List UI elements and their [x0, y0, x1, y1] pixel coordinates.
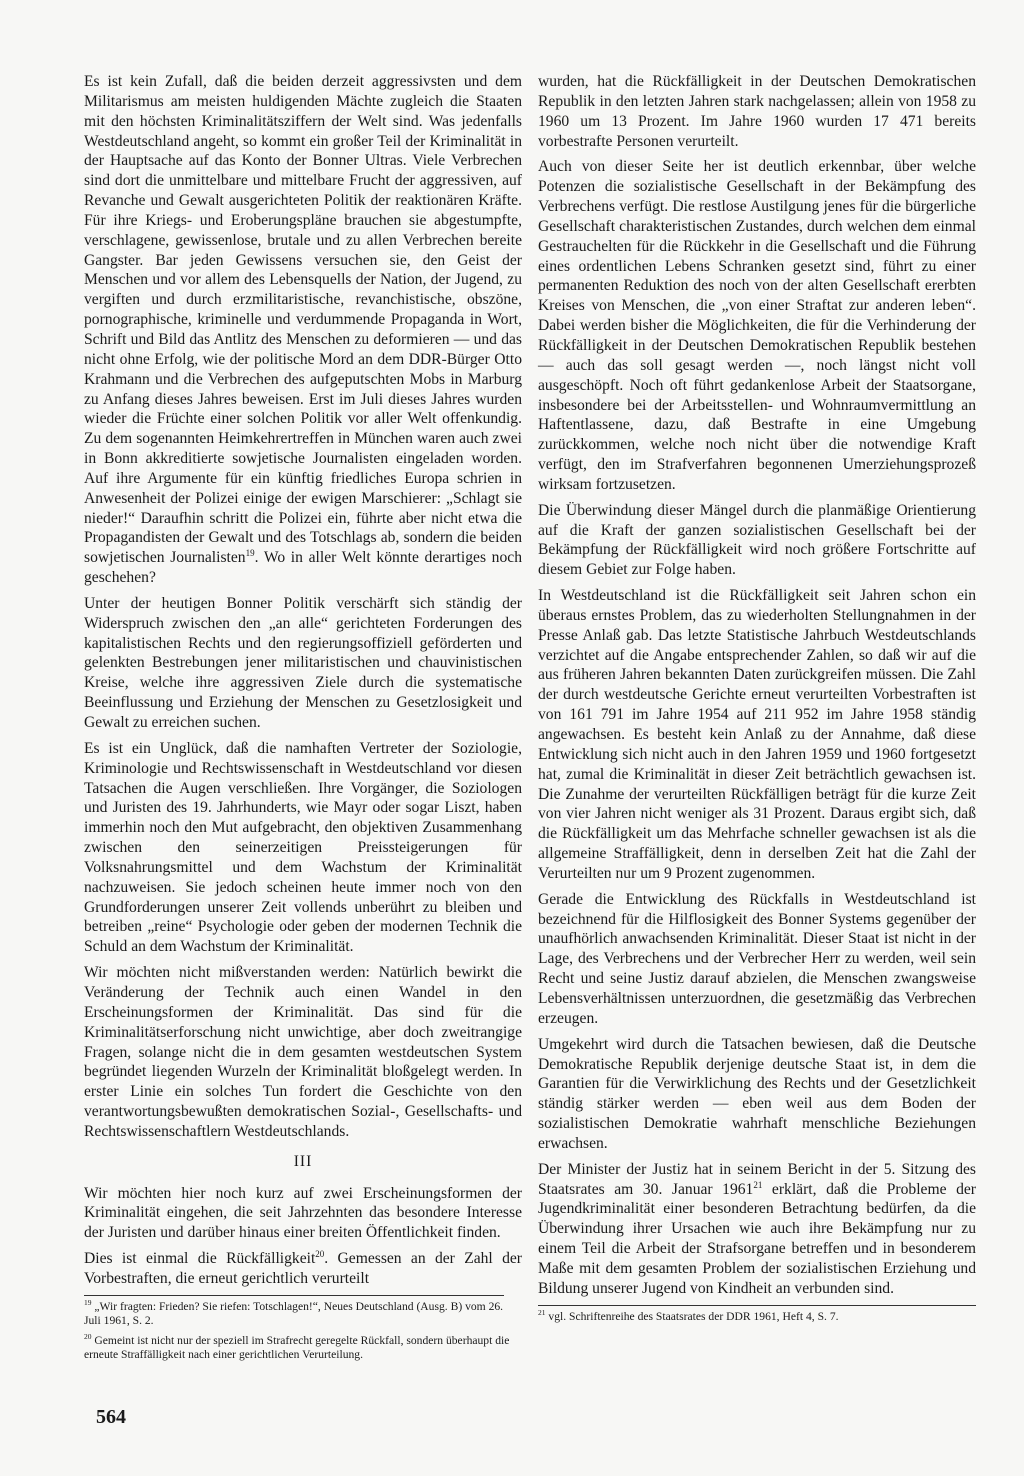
left-column — [84, 72, 522, 1369]
paragraph: Auch von dieser Seite her ist deutlich erkennbar, über welche Potenzen die sozialistische Gesellschaft in der Bekämpfung des Verbrechens verfügt. Die restlose Austilgung jenes für die bürgerliche Gesellschaft charakteristischen Zustandes, durch welchen dem einmal Gestrauchelten für die Rückkehr in die Gesellschaft und die Führung eines ordentlichen Lebens Schranken gesetzt sind, führt zu einer permanenten Reduktion des noch von der alten Gesellschaft ererbten Kreises von Menschen, die „von einer Straftat zur anderen leben“. Dabei werden bisher die Möglichkeiten, die für die Verhinderung der Rückfälligkeit in der Deutschen Demokratischen Republik bestehen — auch das soll gesagt werden —, noch längst nicht voll ausgeschöpft. Noch oft führt gedankenlose Arbeit der Staatsorgane, insbesondere bei der Arbeitsstellen- und Wohnraumvermittlung an Haftentlassene, dazu, daß Bestrafte in eine Umgebung zurückkommen, welche noch nicht über die notwendige Kraft verfügt, den im Strafverfahren begonnenen Umerziehungsprozeß wirksam fortzusetzen. — [538, 158, 976, 493]
paragraph: Der Minister der Justiz hat in seinem Bericht in der 5. Sitzung des Staatsrates am 30. Januar 1961$^{21}$ erklärt, daß die Probleme der Jugendkriminalität einer besonderen Betrachtung bedürfen, da die Überwindung ihrer Ursachen wie auch ihre Bekämpfung nur zu einem Teil die Arbeit der Strafsorgane betreffen und in besonderem Maße mit dem gesamten Problem der sozialistischen Erziehung und Bildung unserer Jugend von Kindheit an verbunden sind. — [538, 1160, 976, 1297]
paragraph: Umgekehrt wird durch die Tatsachen bewiesen, daß die Deutsche Demokratische Republik derjenige deutsche Staat ist, in dem die Garantien für die Verwirklichung des Rechts und der Gesetzlichkeit ständig stärker werden — eben weil aus dem Boden der sozialistischen Demokratie wahrhaft menschliche Beziehungen erwachsen. — [538, 1035, 976, 1152]
footnote: $^{21}$ vgl. Schriftenreihe des Staatsrates der DDR 1961, Heft 4, S. 7. — [538, 1307, 839, 1323]
footnote-marker[interactable]: 20 — [315, 1248, 325, 1259]
page-number: 564 — [96, 1406, 126, 1428]
paragraph: In Westdeutschland ist die Rückfälligkeit seit Jahren schon ein überaus ernstes Problem, das zu wiederholten Stellungnahmen in der Presse Anlaß gab. Das letzte Statistische Jahrbuch Westdeutschlands verzichtet auf die Angabe entsprechender Zahlen, so daß wir auf die aus früheren Jahren bekannten Daten zurückgreifen müssen. Die Zahl der durch westdeutsche Gerichte erneut verurteilten Vorbestraften ist von 161 791 im Jahre 1954 auf 211 952 im Jahre 1958 ständig angewachsen. Es besteht kein Anlaß zu der Annahme, daß diese Entwicklung sich nicht auch in den Jahren 1959 und 1960 fortgesetzt hat, zumal die Kriminalität in dieser Zeit beträchtlich gewachsen ist. Die Zunahme der verurteilten Rückfälligen beträgt für die kurze Zeit von vier Jahren nicht weniger als 31 Prozent. Daraus ergibt sich, daß die Rückfälligkeit um das Mehrfache schneller gewachsen ist als die allgemeine Straffälligkeit, denn in derselben Zeit hat die Zahl der Verurteilten nur um 9 Prozent zugenommen. — [538, 587, 976, 882]
section-heading: III — [293, 1152, 313, 1170]
paragraph: Gerade die Entwicklung des Rückfalls in Westdeutschland ist bezeichnend für die Hilflosigkeit des Bonner Systems gegenüber der unaufhörlich anwachsenden Kriminalität. Dieser Staat ist nicht in der Lage, des Verbrechens und der Verbrecher Herr zu werden, weil sein Recht und seine Justiz darauf abzielen, die Menschen zwangsweise Lebensverhältnissen unterzuordnen, die gesetzmäßig das Verbrechen erzeugen. — [538, 890, 976, 1027]
footnote-marker[interactable]: 21 — [753, 1179, 763, 1190]
footnote-divider — [84, 1295, 504, 1296]
paragraph: Unter der heutigen Bonner Politik verschärft sich ständig der Widerspruch zwischen den „an alle“ gerichteten Forderungen des kapitalistischen Rechts und den regierungsoffiziell geförderten und gelenkten Bestrebungen jener militaristischen und chauvinistischen Kreise, welche ihre aggressiven Ziele durch die systematische Beeinflussung und Erziehung der Menschen zu Gesetzlosigkeit und Gewalt zu erreichen suchen. — [84, 594, 522, 731]
footnote-divider — [538, 1305, 976, 1306]
footnote: $^{19}$ „Wir fragten: Frieden? Sie riefen: Totschlagen!“, Neues Deutschland (Ausg. B) vom 26. Juli 1961, S. 2. — [84, 1297, 504, 1327]
footnote-marker[interactable]: 19 — [245, 548, 255, 559]
paragraph: Wir möchten nicht mißverstanden werden: Natürlich bewirkt die Veränderung der Technik auch einen Wandel in den Erscheinungsformen der Kriminalität. Das sind für die Kriminalitätserforschung nicht unwichtige, aber doch zweitrangige Fragen, solange nicht die in dem gesamten westdeutschen System begründet liegenden Wurzeln der Kriminalität bloßgelegt werden. In erster Linie ein solches Tun fordert die Geschichte von den verantwortungsbewußten demokratischen Sozial-, Gesellschafts- und Rechtswissenschaftlern Westdeutschlands. — [84, 964, 522, 1140]
paragraph: Es ist kein Zufall, daß die beiden derzeit aggressivsten und dem Militarismus am meisten huldigenden Mächte zugleich die Staaten mit den höchsten Kriminalitätsziffern der Welt sind. Was jedenfalls Westdeutschland angeht, so kommt ein großer Teil der Kriminalität in der Hauptsache auf das Konto der Bonner Ultras. Viele Verbrechen sind dort die unmittelbare und mittelbare Frucht der aggressiven, auf Revanche und Gewalt ausgerichteten Politik der reaktionären Kräfte. Für ihre Kriegs- und Eroberungspläne brauchen sie abgestumpfte, verschlagene, gewissenlose, brutale und zu allen Verbrechen bereite Gangster. Bar jeden Gewissens versuchen sie, den Geist der Menschen und vor allem des Lebensquells der Nation, der Jugend, zu vergiften und durch erzmilitaristische, revanchistische, obszöne, pornographische, kriminelle und verdummende Propaganda in Wort, Schrift und Bild das Antlitz des Menschen zu deformieren — und das nicht ohne Erfolg, wie der politische Mord an dem DDR-Bürger Otto Krahmann und die Verbrechen des aufgeputschten Mobs in Marburg zu Anfang dieses Jahres beweisen. Erst im Juli dieses Jahres wurden wieder die Früchte einer solchen Politik vor aller Welt offenkundig. Zu dem sogenannten Heimkehrertreffen in München waren auch zwei in Bonn akkreditierte sowjetische Journalisten eingeladen worden. Auf ihre Argumente für ein künftig friedliches Europa schrien in Anwesenheit der Polizei einige der ewigen Marschierer: „Schlagt sie nieder!“ Daraufhin schritt die Polizei ein, führte aber nicht etwa die Propagandisten der Gewalt und des Totschlags ab, sondern die beiden sowjetischen Journalisten$^{19}$. Wo in aller Welt könnte derartiges noch geschehen? — [84, 73, 522, 587]
paragraph: Dies ist einmal die Rückfälligkeit$^{20}$. Gemessen an der Zahl der Vorbestraften, die erneut gerichtlich verurteilt — [84, 1248, 522, 1287]
paragraph: wurden, hat die Rückfälligkeit in der Deutschen Demokratischen Republik in den letzten Jahren stark nachgelassen; allein von 1958 zu 1960 um 13 Prozent. Im Jahre 1960 wurden 17 471 bereits vorbestrafte Personen verurteilt. — [538, 73, 976, 150]
right-column — [538, 72, 976, 1330]
footnote: $^{20}$ Gemeint ist nicht nur der speziell im Strafrecht geregelte Rückfall, sondern überhaupt die erneute Straffälligkeit nach einer gerichtlichen Verurteilung. — [84, 1332, 510, 1362]
paragraph: Wir möchten hier noch kurz auf zwei Erscheinungsformen der Kriminalität eingehen, die seit Jahrzehnten das besondere Interesse der Juristen und darüber hinaus einer breiten Öffentlichkeit finden. — [84, 1184, 522, 1242]
paragraph: Die Überwindung dieser Mängel durch die planmäßige Orientierung auf die Kraft der ganzen sozialistischen Gesellschaft bei der Bekämpfung der Rückfälligkeit wird noch größere Fortschritte auf diesem Gebiet zur Folge haben. — [538, 501, 976, 579]
paragraph: Es ist ein Unglück, daß die namhaften Vertreter der Soziologie, Kriminologie und Rechtswissenschaft in Westdeutschland vor diesen Tatsachen die Augen verschließen. Ihre Vorgänger, die Soziologen und Juristen des 19. Jahrhunderts, wie Mayr oder sogar Liszt, haben immerhin noch den Mut aufgebracht, den objektiven Zusammenhang zwischen den seinerzeitigen Preissteigerungen für Volksnahrungsmittel und dem Wachstum der Kriminalität nachzuweisen. Sie jedoch scheinen heute immer noch von den Grundforderungen unserer Zeit vollends unberührt zu bleiben und betreiben „reine“ Psychologie oder geben der modernen Technik die Schuld an dem Wachstum der Kriminalität. — [84, 739, 522, 956]
